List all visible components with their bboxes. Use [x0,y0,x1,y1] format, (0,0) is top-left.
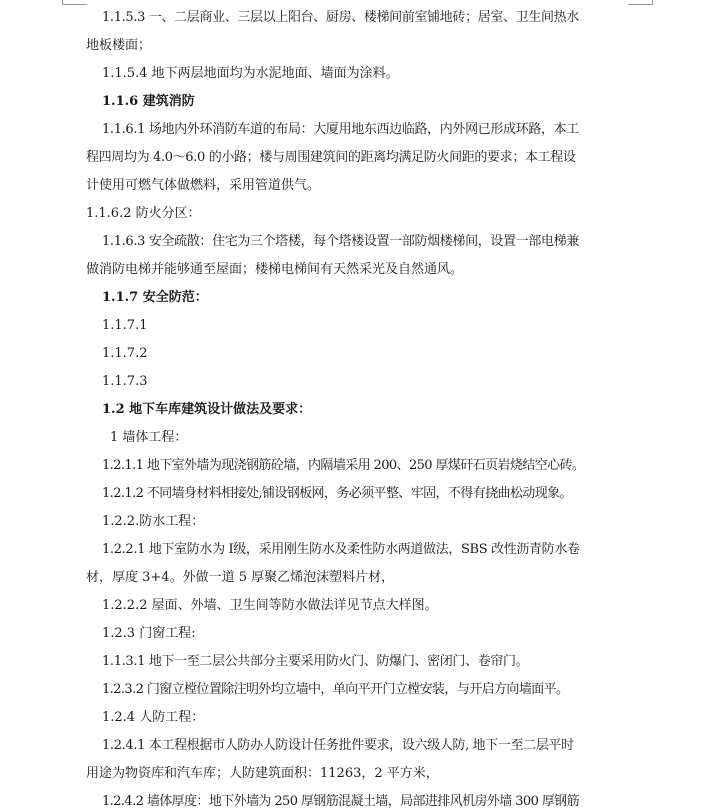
paragraph-1-2-2-1-line-1: 1.2.2.1 地下室防水为 I级，采用刚生防水及柔性防水两道做法，SBS 改性沥青防水卷 [102,542,580,557]
paragraph-1-1-6-3-line-1: 1.1.6.3 安全疏散：住宅为三个塔楼，每个塔楼设置一部防烟楼梯间，设置一部电梯兼 [102,234,579,249]
paragraph-1-2-2-1-line-2: 材，厚度 3+4。外做一道 5 厚聚乙烯泡沫塑料片材， [86,570,395,585]
paragraph-1-2-1-2: 1.2.1.2 不同墙身材料相接处,铺设钢板网，务必须平整、牢固，不得有挠曲松动现象。 [102,486,572,501]
paragraph-1-2-4-1-line-2: 用途为物资库和汽车库；人防建筑面积：11263，2 平方米， [86,766,439,781]
item-1-1-7-1: 1.1.7.1 [102,318,148,333]
section-heading-1-1-7: 1.1.7 安全防范： [102,290,208,305]
crop-mark-left [62,0,87,5]
subheading-wall-works: 1 墙体工程： [110,430,188,445]
paragraph-1-2-2-2: 1.2.2.2 屋面、外墙、卫生间等防水做法详见节点大样图。 [102,598,438,613]
section-heading-1-2: 1.2 地下车库建筑设计做法及要求： [102,402,312,417]
paragraph-1-2-3-2: 1.2.3.2 门窗立樘位置除注明外均立墙中，单向平开门立樘安装，与开启方向墙面平。 [102,682,569,697]
subheading-1-2-4: 1.2.4 人防工程： [102,710,205,725]
paragraph-1-2-4-1-line-1: 1.2.4.1 本工程根据市人防办人防设计任务批件要求，设六级人防, 地下一至二层平时 [102,738,574,753]
paragraph-1-2-1-1: 1.2.1.1 地下室外墙为现浇钢筋砼墙，内隔墙采用 200、250 厚煤矸石页岩烧结空心砖。 [102,458,585,473]
item-1-1-7-3: 1.1.7.3 [102,374,148,389]
subheading-1-2-3: 1.2.3 门窗工程: [102,626,196,641]
paragraph-1-1-6-1-line-3: 计使用可燃气体做燃料，采用管道供气。 [86,178,321,193]
paragraph-1-1-5-3-line-2: 地板楼面； [86,38,152,53]
paragraph-1-1-6-1-line-2: 程四周均为 4.0～6.0 的小路；楼与周围建筑间的距离均满足防火间距的要求；本工程设 [86,150,576,165]
paragraph-1-2-4-2-line-1: 1.2.4.2 墙体厚度：地下外墙为 250 厚钢筋混凝土墙，局部进排风机房外墙 300 厚钢筋 [102,794,579,809]
paragraph-1-1-6-3-line-2: 做消防电梯并能够通至屋面；楼梯电梯间有天然采光及自然通风。 [86,262,464,277]
crop-mark-right [628,0,653,5]
paragraph-1-1-5-4: 1.1.5.4 地下两层地面均为水泥地面、墙面为涂料。 [102,66,399,81]
paragraph-1-1-6-1-line-1: 1.1.6.1 场地内外环消防车道的布局：大厦用地东西边临路，内外网已形成环路，本工 [102,122,579,137]
paragraph-1-1-6-2: 1.1.6.2 防火分区： [86,206,201,221]
item-1-1-7-2: 1.1.7.2 [102,346,148,361]
section-heading-1-1-6: 1.1.6 建筑消防 [102,94,195,109]
paragraph-1-1-5-3-line-1: 1.1.5.3 一、二层商业、三层以上阳台、厨房、楼梯间前室铺地砖；居室、卫生间热水 [102,10,579,25]
subheading-1-2-2: 1.2.2.防水工程： [102,514,205,529]
paragraph-1-1-3-1: 1.1.3.1 地下一至二层公共部分主要采用防火门、防爆门、密闭门、卷帘门。 [102,654,529,669]
